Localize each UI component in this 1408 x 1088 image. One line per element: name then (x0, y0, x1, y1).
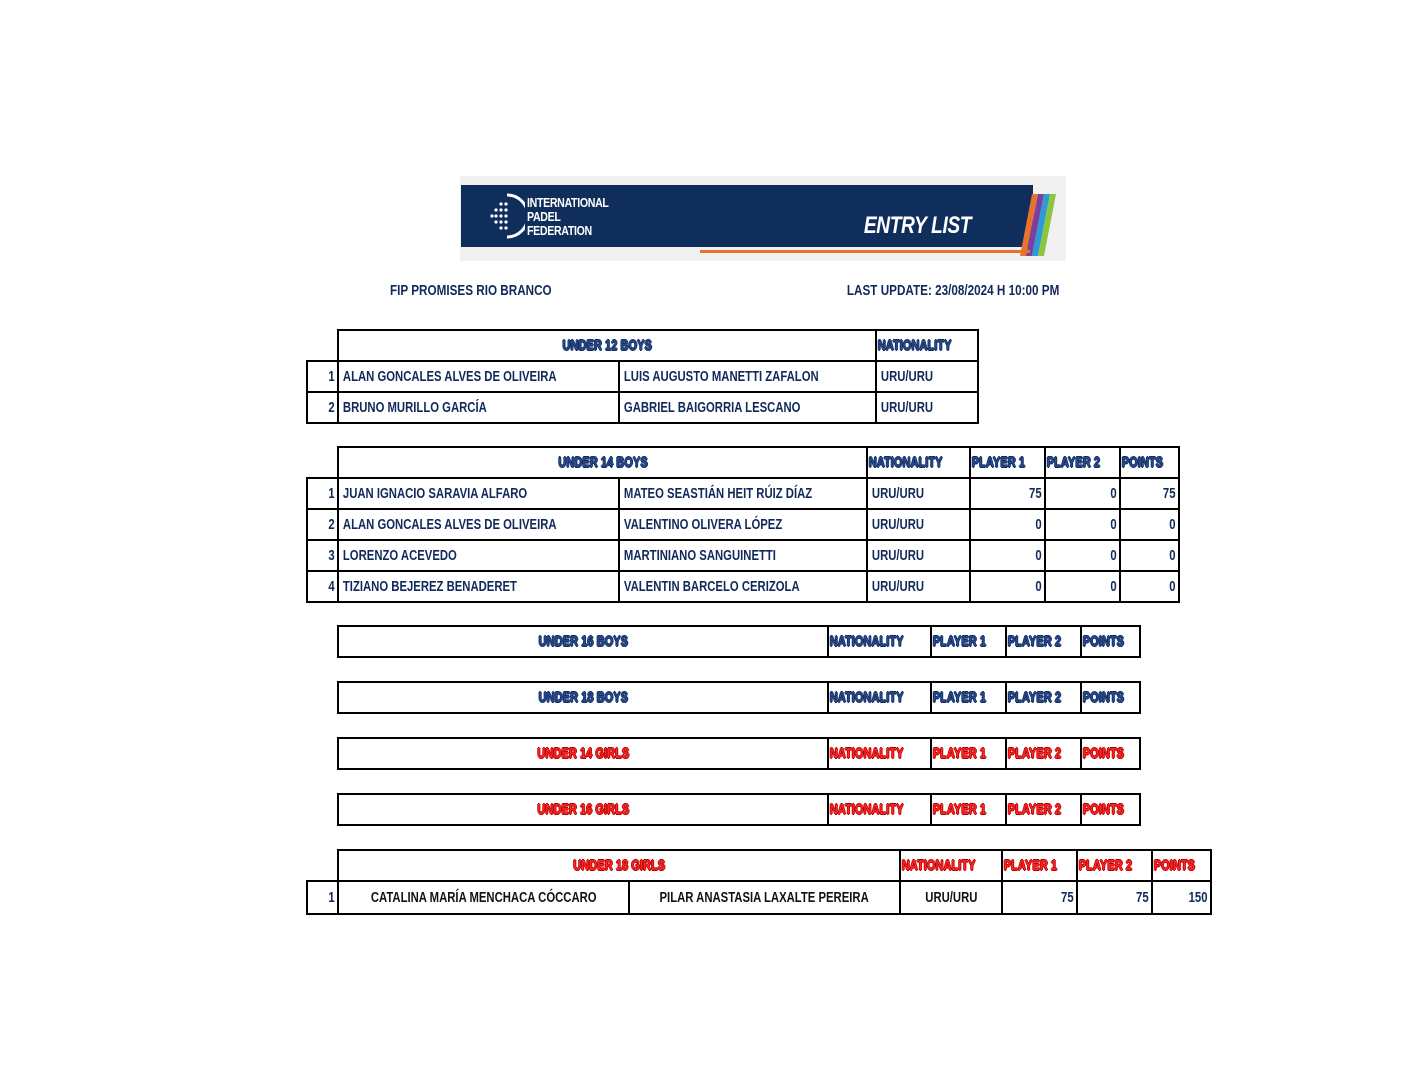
nationality-header-text: NATIONALITY (829, 801, 904, 818)
points-header-text: POINTS (1082, 801, 1124, 818)
table-row (307, 540, 1179, 571)
player-2-header (1045, 447, 1120, 478)
player-2-points-text: 0 (1110, 485, 1117, 502)
row-number (307, 571, 338, 602)
nationality-header-text: NATIONALITY (829, 633, 904, 650)
row-number-text: 2 (328, 399, 335, 416)
player-2-header (1077, 850, 1152, 881)
table-row (307, 881, 1211, 914)
player-2-header (1006, 682, 1081, 713)
points-header (1081, 738, 1140, 769)
nationality-header (876, 330, 979, 361)
category-title (338, 738, 828, 769)
player-1-header-text: PLAYER 1 (932, 745, 986, 762)
nationality-cell (867, 571, 970, 602)
nationality-text: URU/URU (924, 889, 978, 906)
points-header (1081, 626, 1140, 657)
nationality-cell (876, 361, 979, 392)
category-title-text: UNDER 18 BOYS (538, 689, 629, 706)
row-number (307, 361, 338, 392)
nationality-header (900, 850, 1003, 881)
player-2-points-text: 0 (1110, 547, 1117, 564)
player-1-header-text: PLAYER 1 (932, 801, 986, 818)
player-2-header (1006, 794, 1081, 825)
player-2-header-text: PLAYER 2 (1007, 633, 1061, 650)
player-2-name (619, 509, 867, 540)
category-title-text: UNDER 12 BOYS (562, 337, 652, 354)
player-1-points (970, 478, 1045, 509)
player-1-text: TIZIANO BEJEREZ BENADERET (342, 578, 517, 595)
player-2-points-text: 0 (1110, 578, 1117, 595)
player-1-header-text: PLAYER 1 (932, 633, 986, 650)
player-2-points (1077, 881, 1152, 914)
player-2-header-text: PLAYER 2 (1007, 801, 1061, 818)
player-2-header (1006, 626, 1081, 657)
logo-line: PADEL (527, 210, 561, 224)
nationality-cell (900, 881, 1003, 914)
row-number (307, 881, 338, 914)
player-2-points-text: 75 (1136, 889, 1150, 906)
player-1-name (338, 361, 619, 392)
player-2-points-text: 0 (1110, 516, 1117, 533)
player-1-points (970, 540, 1045, 571)
nationality-header (828, 682, 931, 713)
player-1-header (970, 447, 1045, 478)
category-title (338, 447, 867, 478)
points-header-text: POINTS (1082, 689, 1124, 706)
player-1-header-text: PLAYER 1 (971, 454, 1026, 471)
last-update: LAST UPDATE: 23/08/2024 H 10:00 PM (846, 282, 1059, 299)
nationality-cell (876, 392, 979, 423)
nationality-cell (867, 540, 970, 571)
player-1-header (1002, 850, 1077, 881)
player-2-name (619, 478, 867, 509)
nationality-header (867, 447, 970, 478)
row-number (307, 509, 338, 540)
row-number (307, 392, 338, 423)
player-2-points (1045, 509, 1120, 540)
player-2-name (619, 571, 867, 602)
logo-line: INTERNATIONAL (527, 196, 609, 210)
player-1-text: JUAN IGNACIO SARAVIA ALFARO (342, 485, 528, 502)
player-1-name (338, 509, 619, 540)
banner-orange-line (700, 250, 1030, 253)
player-1-points (970, 509, 1045, 540)
player-1-name (338, 540, 619, 571)
player-2-header-text: PLAYER 2 (1079, 857, 1133, 874)
row-number-text: 3 (328, 547, 335, 564)
player-1-header (931, 626, 1006, 657)
total-points (1120, 478, 1179, 509)
banner-background (461, 185, 1033, 247)
color-stripes-icon (1020, 194, 1060, 256)
table-header-row (307, 447, 1179, 478)
player-1-header-text: PLAYER 1 (932, 689, 986, 706)
player-2-text: MARTINIANO SANGUINETTI (623, 547, 776, 564)
row-number-text: 1 (328, 368, 335, 385)
table-row (307, 361, 978, 392)
under-16-boys-table (337, 625, 1141, 658)
player-1-points-text: 0 (1035, 547, 1042, 564)
points-header-text: POINTS (1082, 745, 1124, 762)
table-header-row (338, 794, 1140, 825)
under-16-girls-table (337, 793, 1141, 826)
category-title (338, 626, 828, 657)
nationality-text: URU/URU (880, 399, 933, 416)
player-1-name (338, 478, 619, 509)
category-title-text: UNDER 14 BOYS (558, 454, 648, 471)
nationality-header-text: NATIONALITY (829, 689, 904, 706)
total-points (1120, 540, 1179, 571)
row-number (307, 540, 338, 571)
category-title (338, 330, 876, 361)
entry-list-banner (460, 176, 1066, 261)
player-2-name (619, 361, 876, 392)
table-header-row (338, 738, 1140, 769)
table-header-row (338, 626, 1140, 657)
player-1-points-text: 0 (1035, 516, 1042, 533)
player-1-points-text: 75 (1061, 889, 1075, 906)
nationality-text: URU/URU (880, 368, 933, 385)
nationality-cell (867, 478, 970, 509)
points-header (1081, 794, 1140, 825)
nationality-text: URU/URU (872, 485, 925, 502)
player-1-header (931, 738, 1006, 769)
table-row (307, 392, 978, 423)
row-number-text: 2 (328, 516, 335, 533)
player-1-name (338, 881, 629, 914)
total-points-text: 0 (1169, 516, 1176, 533)
table-row (307, 509, 1179, 540)
player-2-text: PILAR ANASTASIA LAXALTE PEREIRA (659, 889, 870, 906)
player-2-header-text: PLAYER 2 (1046, 454, 1101, 471)
player-1-name (338, 392, 619, 423)
player-2-name (629, 881, 899, 914)
points-header (1152, 850, 1211, 881)
under-14-boys-table (306, 446, 1180, 603)
nationality-header (828, 738, 931, 769)
player-2-text: VALENTINO OLIVERA LÓPEZ (623, 516, 783, 533)
table-header-row (307, 330, 978, 361)
player-2-header-text: PLAYER 2 (1007, 689, 1061, 706)
row-number-text: 1 (328, 889, 335, 906)
category-title (338, 794, 828, 825)
nationality-text: URU/URU (872, 547, 925, 564)
total-points (1152, 881, 1211, 914)
points-header (1120, 447, 1179, 478)
total-points-text: 150 (1189, 889, 1208, 906)
player-2-points (1045, 571, 1120, 602)
player-2-text: GABRIEL BAIGORRIA LESCANO (623, 399, 801, 416)
row-number (307, 478, 338, 509)
table-row (307, 478, 1179, 509)
player-1-text: LORENZO ACEVEDO (342, 547, 457, 564)
player-1-text: ALAN GONCALES ALVES DE OLIVEIRA (342, 516, 557, 533)
total-points (1120, 571, 1179, 602)
player-2-points (1045, 478, 1120, 509)
player-2-name (619, 392, 876, 423)
player-2-header-text: PLAYER 2 (1007, 745, 1061, 762)
player-1-text: ALAN GONCALES ALVES DE OLIVEIRA (342, 368, 557, 385)
player-1-header-text: PLAYER 1 (1004, 857, 1058, 874)
under-14-girls-table (337, 737, 1141, 770)
nationality-header (828, 626, 931, 657)
player-1-points-text: 0 (1035, 578, 1042, 595)
total-points-text: 0 (1169, 547, 1176, 564)
player-1-header (931, 682, 1006, 713)
nationality-cell (867, 509, 970, 540)
player-1-points (1002, 881, 1077, 914)
points-header-text: POINTS (1121, 454, 1164, 471)
total-points-text: 0 (1169, 578, 1176, 595)
player-1-text: CATALINA MARÍA MENCHACA CÓCCARO (370, 889, 597, 906)
points-header (1081, 682, 1140, 713)
category-title-text: UNDER 16 BOYS (538, 633, 629, 650)
category-title (338, 850, 900, 881)
nationality-header-text: NATIONALITY (877, 337, 952, 354)
nationality-text: URU/URU (872, 578, 925, 595)
category-title (338, 682, 828, 713)
table-row (307, 571, 1179, 602)
total-points (1120, 509, 1179, 540)
player-2-points (1045, 540, 1120, 571)
nationality-header-text: NATIONALITY (829, 745, 904, 762)
fip-logo-icon (485, 191, 525, 241)
logo-text (527, 196, 609, 238)
table-header-row (307, 850, 1211, 881)
nationality-header-text: NATIONALITY (869, 454, 943, 471)
nationality-header (828, 794, 931, 825)
row-number-text: 1 (328, 485, 335, 502)
under-18-girls-table (306, 849, 1212, 915)
banner-title: ENTRY LIST (863, 212, 971, 239)
player-2-header (1006, 738, 1081, 769)
table-header-row (338, 682, 1140, 713)
nationality-text: URU/URU (872, 516, 925, 533)
total-points-text: 75 (1162, 485, 1176, 502)
player-1-text: BRUNO MURILLO GARCÍA (342, 399, 487, 416)
player-1-header (931, 794, 1006, 825)
under-12-boys-table (306, 329, 979, 424)
category-title-text: UNDER 14 GIRLS (537, 745, 630, 762)
points-header-text: POINTS (1154, 857, 1196, 874)
category-title-text: UNDER 16 GIRLS (537, 801, 630, 818)
player-2-text: LUIS AUGUSTO MANETTI ZAFALON (623, 368, 819, 385)
player-1-points-text: 75 (1029, 485, 1042, 502)
logo-line: FEDERATION (527, 224, 592, 238)
player-1-name (338, 571, 619, 602)
player-2-text: MATEO SEASTIÁN HEIT RÚIZ DÍAZ (623, 485, 813, 502)
under-18-boys-table (337, 681, 1141, 714)
player-2-name (619, 540, 867, 571)
row-number-text: 4 (328, 578, 335, 595)
points-header-text: POINTS (1082, 633, 1124, 650)
player-1-points (970, 571, 1045, 602)
category-title-text: UNDER 18 GIRLS (573, 857, 666, 874)
player-2-text: VALENTIN BARCELO CERIZOLA (623, 578, 800, 595)
tournament-name: FIP PROMISES RIO BRANCO (390, 282, 552, 299)
nationality-header-text: NATIONALITY (901, 857, 976, 874)
